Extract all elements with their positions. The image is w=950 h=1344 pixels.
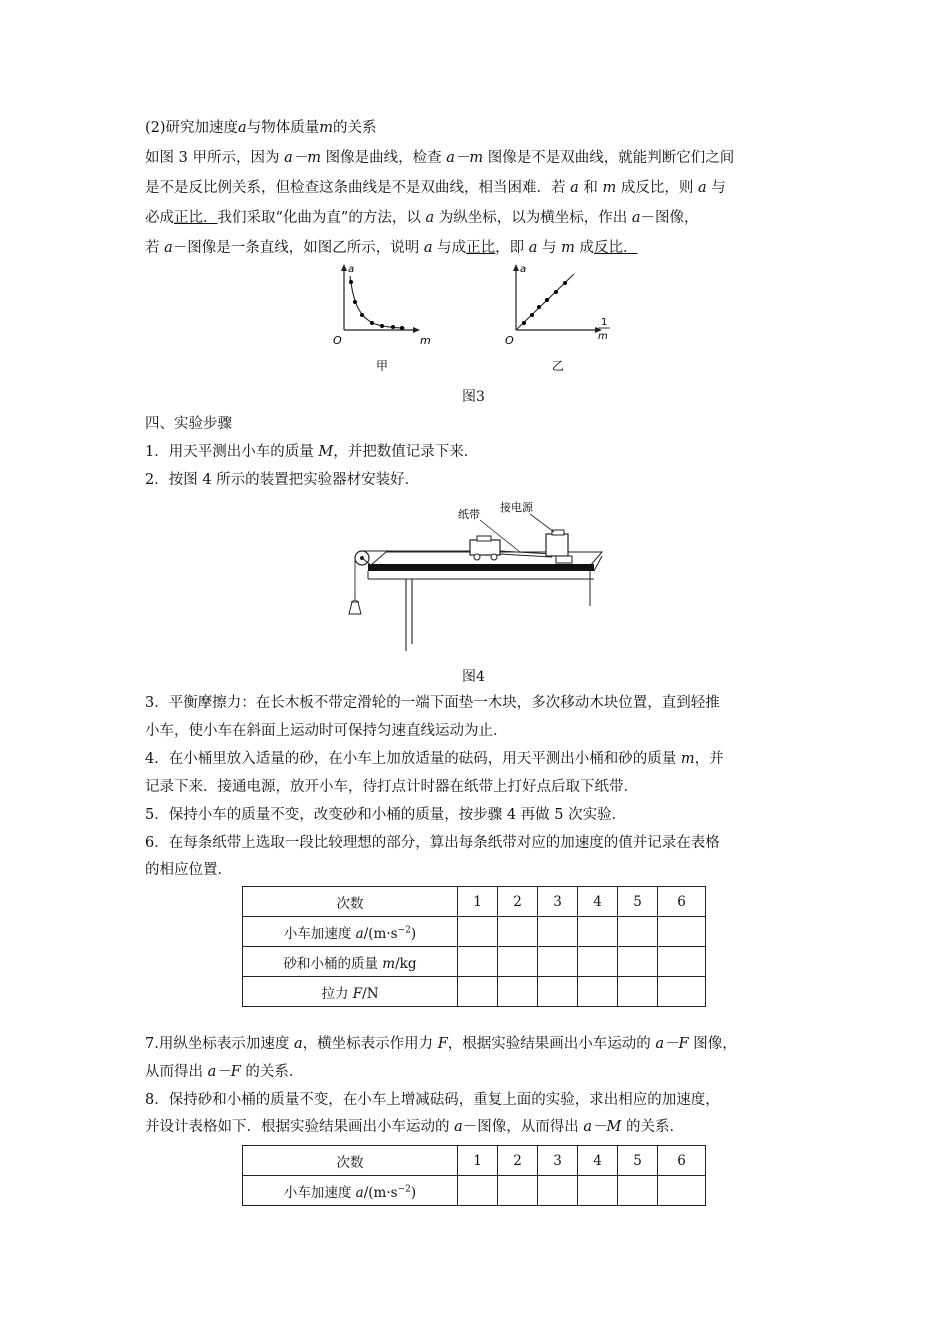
- step-2: 2．按图 4 所示的装置把实验器材安装好．: [145, 472, 420, 488]
- sand-bucket-icon: [349, 602, 361, 614]
- step-8-line-2: 并设计表格如下．根据实验结果画出小车运动的 a－图像，从而得出 a－M 的关系．: [145, 1119, 684, 1135]
- step-1: 1．用天平测出小车的质量 M，并把数值记录下来．: [145, 444, 479, 460]
- table-cell[interactable]: [538, 947, 578, 977]
- table-row: [243, 887, 706, 917]
- yi-point: [554, 290, 558, 294]
- step-5: 5．保持小车的质量不变，改变砂和小桶的质量，按步骤 4 再做 5 次实验．: [145, 807, 627, 823]
- jia-point: [370, 321, 374, 325]
- table-cell[interactable]: [498, 1176, 538, 1206]
- table-cell[interactable]: [578, 977, 618, 1007]
- table-cell[interactable]: [498, 977, 538, 1007]
- table-header-cell: 5: [618, 887, 658, 917]
- label-power: 接电源: [500, 501, 533, 514]
- table-cell[interactable]: [498, 917, 538, 947]
- yi-caption: 乙: [552, 359, 565, 373]
- jia-y-arrow-icon: [341, 264, 347, 271]
- step-7-line-2: 从而得出 a－F 的关系．: [145, 1064, 304, 1080]
- yi-x-label-denominator: m: [598, 331, 608, 342]
- table-cell[interactable]: [618, 977, 658, 1007]
- table-cell[interactable]: [538, 1176, 578, 1206]
- jia-point: [400, 326, 404, 330]
- section-2-heading: (2)研究加速度a与物体质量m的关系: [145, 120, 377, 136]
- row-label-acceleration: 小车加速度 $a/(m\cdot s^{-2})$: [243, 1176, 458, 1206]
- figure-3-caption: 图3: [462, 389, 485, 405]
- jia-point: [380, 324, 384, 328]
- table-cell[interactable]: [618, 917, 658, 947]
- table-cell[interactable]: [618, 1176, 658, 1206]
- table-header-cell: 4: [578, 887, 618, 917]
- paragraph-line-4: 若 a－图像是一条直线，如图乙所示，说明 a 与成正比，即 a 与 m 成反比．: [145, 240, 638, 256]
- table-cell[interactable]: [658, 977, 706, 1007]
- step-8-line-1: 8．保持砂和小桶的质量不变，在小车上增减砝码，重复上面的实验，求出相应的加速度，: [145, 1092, 720, 1108]
- table-header-cell: 6: [658, 887, 706, 917]
- yi-y-label: a: [520, 264, 527, 275]
- jia-point: [360, 313, 364, 317]
- data-table-1: [242, 886, 706, 1007]
- step-6-line-1: 6．在每条纸带上选取一段比较理想的部分，算出每条纸带对应的加速度的值并记录在表格: [145, 835, 720, 851]
- yi-point: [563, 281, 567, 285]
- step-6-line-2: 的相应位置．: [145, 862, 232, 878]
- cart-icon: [470, 540, 500, 555]
- yi-point: [545, 298, 549, 302]
- table-header-cell: 1: [458, 887, 498, 917]
- data-table-2: [242, 1145, 706, 1206]
- table-cell[interactable]: [498, 947, 538, 977]
- yi-x-label-numerator: 1: [601, 317, 608, 328]
- section-4-heading: 四、实验步骤: [145, 416, 232, 432]
- yi-point: [530, 313, 534, 317]
- timer-base: [556, 556, 572, 563]
- yi-point: [537, 305, 541, 309]
- paragraph-line-1: 如图 3 甲所示，因为 a－m 图像是曲线，检查 a－m 图像是不是双曲线，就能判断它们之间: [145, 150, 735, 166]
- jia-hyperbola-curve: [350, 276, 405, 328]
- table-header-cell: 2: [498, 887, 538, 917]
- jia-point: [349, 280, 353, 284]
- table-header-cell: 5: [618, 1146, 658, 1176]
- row-label-acceleration: 小车加速度 $a/(m\cdot s^{-2})$: [243, 917, 458, 947]
- figure-4-caption: 图4: [462, 669, 485, 685]
- table-row: [243, 1176, 706, 1206]
- table-header-cell: 1: [458, 1146, 498, 1176]
- yi-y-arrow-icon: [513, 264, 519, 271]
- cart-weight: [477, 536, 491, 541]
- long-board: [368, 564, 594, 571]
- jia-y-label: a: [348, 264, 355, 275]
- step-4-line-1: 4．在小桶里放入适量的砂，在小车上加放适量的砝码，用天平测出小桶和砂的质量 m，并: [145, 751, 724, 767]
- table-cell[interactable]: [458, 977, 498, 1007]
- graph-jia: [333, 264, 431, 373]
- step-3-line-2: 小车，使小车在斜面上运动时可保持匀速直线运动为止．: [145, 723, 508, 739]
- graph-yi: [505, 264, 610, 373]
- row-label-mass: 砂和小桶的质量 m/kg: [243, 947, 458, 977]
- jia-x-arrow-icon: [413, 327, 420, 333]
- figure-3-graphs: [320, 262, 630, 374]
- table-header-cell: 次数: [243, 887, 458, 917]
- jia-point: [353, 300, 357, 304]
- table-cell[interactable]: [458, 917, 498, 947]
- table-row: [243, 977, 706, 1007]
- jia-point: [391, 325, 395, 329]
- jia-origin-label: O: [333, 334, 342, 347]
- table-row: [243, 947, 706, 977]
- table-header-cell: 2: [498, 1146, 538, 1176]
- table-cell[interactable]: [578, 947, 618, 977]
- table-header-cell: 3: [538, 887, 578, 917]
- table-header-cell: 6: [658, 1146, 706, 1176]
- table-row: [243, 917, 706, 947]
- cart-wheel: [491, 554, 497, 560]
- table-cell[interactable]: [578, 917, 618, 947]
- timer-top: [552, 530, 564, 535]
- table-cell[interactable]: [658, 947, 706, 977]
- step-7-line-1: 7.用纵坐标表示加速度 a，横坐标表示作用力 F，根据实验结果画出小车运动的 a－F 图像，: [145, 1036, 737, 1052]
- table-cell[interactable]: [658, 917, 706, 947]
- yi-point: [522, 321, 526, 325]
- label-tape: 纸带: [458, 508, 480, 521]
- yi-origin-label: O: [505, 334, 514, 347]
- jia-x-label: m: [420, 334, 431, 347]
- table-row: [243, 1146, 706, 1176]
- paragraph-line-2: 是不是反比例关系，但检查这条曲线是不是双曲线，相当困难．若 a 和 m 成反比，则 a 与: [145, 180, 726, 196]
- cart-wheel: [474, 554, 480, 560]
- row-label-force: 拉力 F/N: [243, 977, 458, 1007]
- timer-icon: [546, 534, 568, 556]
- table-cell[interactable]: [458, 947, 498, 977]
- step-4-line-2: 记录下来．接通电源，放开小车，待打点计时器在纸带上打好点后取下纸带．: [145, 779, 638, 795]
- step-3-line-1: 3．平衡摩擦力：在长木板不带定滑轮的一端下面垫一木块，多次移动木块位置，直到轻推: [145, 695, 720, 711]
- table-cell[interactable]: [538, 977, 578, 1007]
- table-cell[interactable]: [578, 1176, 618, 1206]
- leader-power: [530, 514, 554, 532]
- table-header-cell: 次数: [243, 1146, 458, 1176]
- jia-caption: 甲: [376, 359, 389, 373]
- figure-4-apparatus: [340, 496, 610, 656]
- table-cell[interactable]: [618, 947, 658, 977]
- paragraph-line-3: 必成正比．我们采取“化曲为直”的方法，以 a 为纵坐标，以为横坐标，作出 a－图像，: [145, 210, 699, 226]
- table-cell[interactable]: [458, 1176, 498, 1206]
- table-header-cell: 3: [538, 1146, 578, 1176]
- table-cell[interactable]: [538, 917, 578, 947]
- table-cell[interactable]: [658, 1176, 706, 1206]
- table-header-cell: 4: [578, 1146, 618, 1176]
